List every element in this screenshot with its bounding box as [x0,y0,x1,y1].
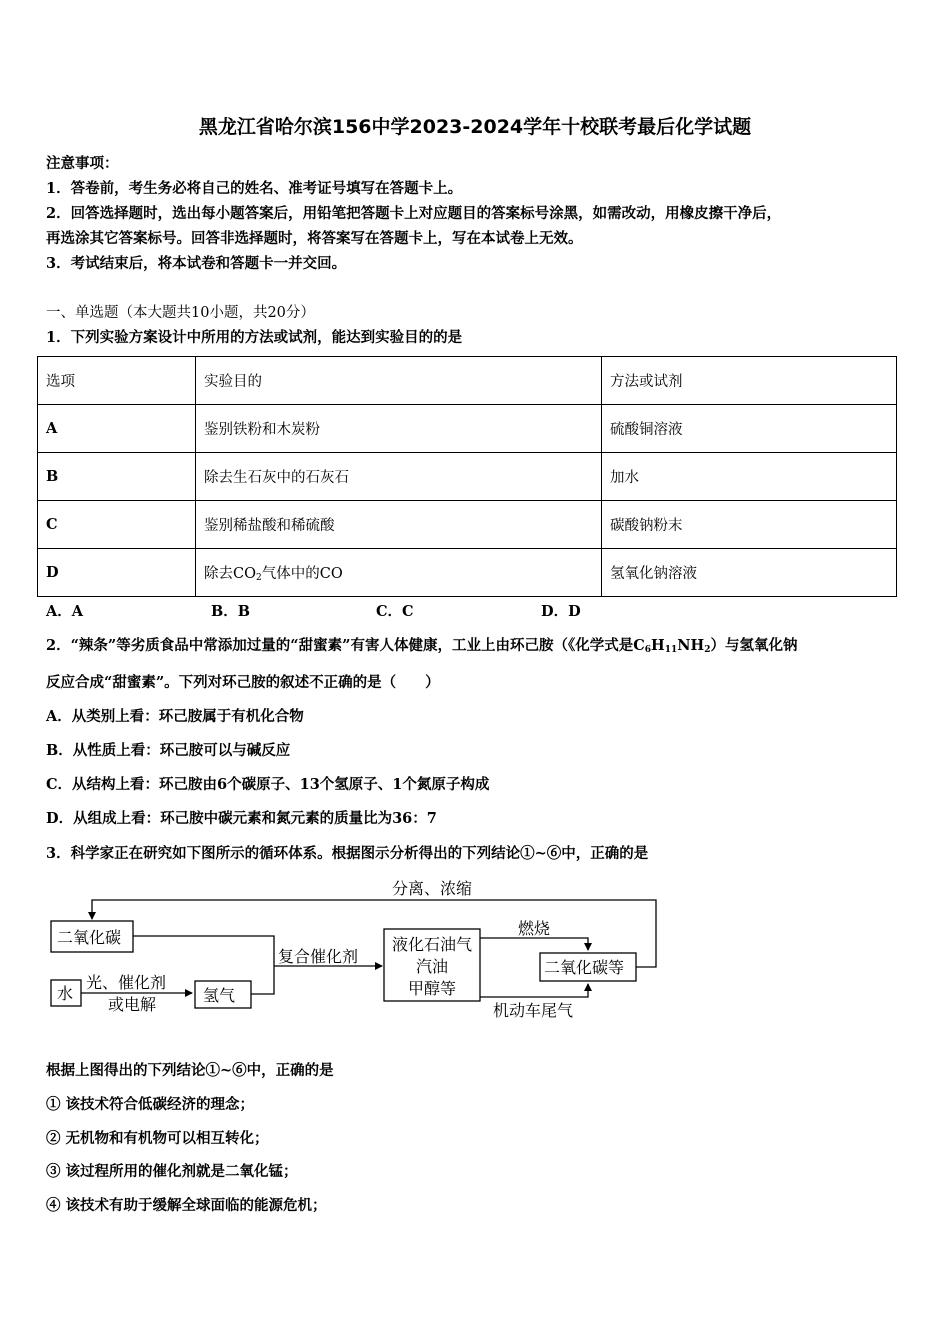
formula-sub: 6 [644,645,652,655]
formula-sub: 2 [704,645,711,655]
q3-stem: 3．科学家正在研究如下图所示的循环体系。根据图示分析得出的下列结论①~⑥中，正确的是 [46,845,649,862]
table-cell-label: B [38,453,196,501]
q2-option-a: A．从类别上看：环己胺属于有机化合物 [46,708,304,725]
exhaust-label: 机动车尾气 [493,1001,574,1020]
hydrogen-box-text: 氢气 [203,986,236,1005]
conclusion-intro: 根据上图得出的下列结论①~⑥中，正确的是 [46,1062,334,1079]
table-cell-method: 碳酸钠粉末 [602,501,897,549]
fuel-text-line1: 液化石油气 [391,935,473,954]
purpose-text-pre: 除去CO [204,566,256,582]
fuel-text-line2: 汽油 [415,957,449,976]
electrolysis-label: 或电解 [108,995,157,1014]
co2-etc-box-text: 二氧化碳等 [544,958,625,977]
page-title: 黑龙江省哈尔滨156中学2023-2024学年十校联考最后化学试题 [198,116,752,138]
table-header-cell: 方法或试剂 [602,357,897,405]
table-cell-method: 硫酸铜溶液 [602,405,897,453]
recycle-arrow [92,900,656,967]
q1-option-b: B．B [211,603,251,620]
q1-option-a: A．A [46,603,84,620]
formula-part: H [651,637,665,654]
table-header-cell: 选项 [38,357,196,405]
notice-heading: 注意事项： [46,155,119,172]
conclusion-1: ① 该技术符合低碳经济的理念； [46,1096,255,1113]
table-cell-purpose: 鉴别铁粉和木炭粉 [196,405,602,453]
conclusion-3: ③ 该过程所用的催化剂就是二氧化锰； [46,1163,298,1180]
q1-option-c: C．C [376,603,414,620]
q1-stem: 1．下列实验方案设计中所用的方法或试剂，能达到实验目的的是 [46,329,463,346]
burn-label: 燃烧 [518,919,551,938]
q2-option-b: B．从性质上看：环己胺可以与碱反应 [46,742,291,759]
table-row [38,453,897,501]
burn-arrow [480,938,588,950]
q2-option-d: D．从组成上看：环己胺中碳元素和氮元素的质量比为36：7 [46,810,437,827]
table-cell-method: 氢氧化钠溶液 [602,549,897,597]
exhaust-arrow [480,984,588,997]
table-row [38,405,897,453]
table-cell-label: A [38,405,196,453]
q2-stem-line2: 反应合成“甜蜜素”。下列对环己胺的叙述不正确的是（ ） [46,674,440,691]
table-header-row [38,357,897,405]
composite-catalyst-label: 复合催化剂 [278,947,359,966]
q2-stem-line1 [46,634,797,655]
q2-option-c: C．从结构上看：环己胺由6个碳原子、13个氢原子、1个氮原子构成 [46,776,490,793]
notice-item-1: 1．答卷前，考生务必将自己的姓名、准考证号填写在答题卡上。 [46,180,463,197]
table-cell-purpose: 除去生石灰中的石灰石 [196,453,602,501]
table-header-cell: 实验目的 [196,357,602,405]
table-cell-label: C [38,501,196,549]
q2-stem-pre: 2．“辣条”等劣质食品中常添加过量的“甜蜜素”有害人体健康，工业上由环己胺（《化学式是C [46,637,645,654]
table-row [38,549,897,597]
table-cell-label: D [38,549,196,597]
fuel-text-line3: 甲醇等 [407,979,457,998]
co2-box-text: 二氧化碳 [57,928,122,947]
table-row [38,501,897,549]
notice-item-2b: 再选涂其它答案标号。回答非选择题时，将答案写在答题卡上，写在本试卷上无效。 [46,230,583,247]
purpose-subscript: 2 [255,573,262,583]
notice-item-2a: 2．回答选择题时，选出每小题答案后，用铅笔把答题卡上对应题目的答案标号涂黑，如需改动，用橡皮擦干净后， [46,205,782,222]
formula-sub: 11 [664,645,678,655]
q1-option-d: D．D [541,603,581,620]
notice-item-3: 3．考试结束后，将本试卷和答题卡一并交回。 [46,255,347,272]
q1-table [37,356,897,597]
table-cell-purpose [196,549,602,597]
q2-stem-post: ）与氢氧化钠 [710,637,798,654]
section-heading: 一、单选题（本大题共10小题，共20分） [46,305,315,321]
purpose-text-post: 气体中的CO [261,566,343,582]
conclusion-2: ② 无机物和有机物可以相互转化； [46,1130,269,1147]
cycle-diagram [40,872,680,1024]
separate-concentrate-label: 分离、浓缩 [392,879,473,898]
table-cell-purpose: 鉴别稀盐酸和稀硫酸 [196,501,602,549]
light-catalyst-label: 光、催化剂 [86,973,167,992]
water-box-text: 水 [57,984,74,1003]
formula-part: NH [677,637,705,654]
table-cell-method: 加水 [602,453,897,501]
conclusion-4: ④ 该技术有助于缓解全球面临的能源危机； [46,1197,327,1214]
